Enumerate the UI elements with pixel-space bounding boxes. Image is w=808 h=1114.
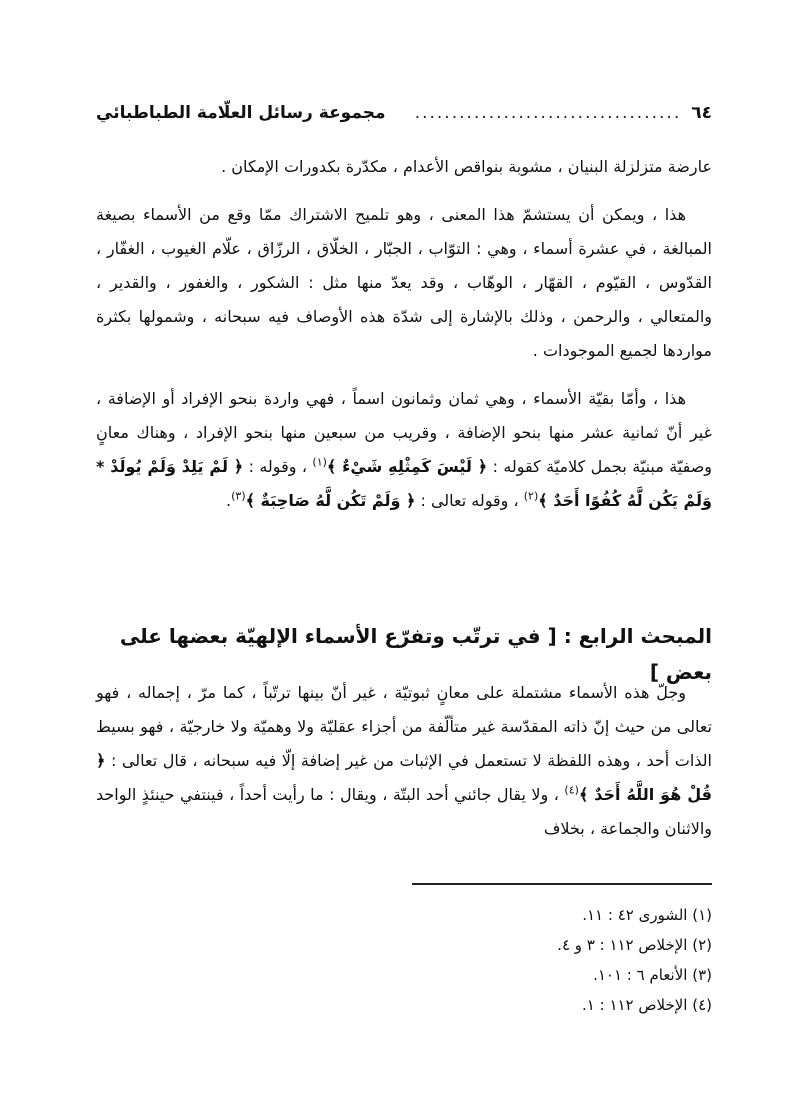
paragraph-3-text-c: ، وقوله تعالى : <box>420 491 519 510</box>
footnote-ref-2: (٢) <box>523 489 539 503</box>
paragraph-3-end: . <box>226 491 232 510</box>
section-heading: المبحث الرابع : [ في ترتّب وتفرّع الأسماء الإلهيّة بعضها على بعض ] <box>119 624 712 684</box>
footnote-item: (٤) الإخلاص ١١٢ : ١. <box>582 996 712 1014</box>
header-dot-leader: .................................... <box>414 103 682 123</box>
quran-verse-3: ﴿ وَلَمْ تَكُن لَّهُ صَاحِبَةٌ ﴾ <box>245 491 416 510</box>
section-text <box>96 676 712 846</box>
paragraph-3-text-b: ، وقوله : <box>248 457 307 476</box>
paragraph-1: عارضة متزلزلة البنيان ، مشوبة بنواقص الأعدام ، مكدّرة بكدورات الإمكان . <box>221 157 712 176</box>
quran-verse-1: ﴿ لَيْسَ كَمِثْلِهِ شَيْءٌ ﴾ <box>326 457 488 476</box>
footnote-ref-4: (٤) <box>564 783 579 797</box>
section-paragraph-text-b: ، ولا يقال جائني أحد البتّة ، ويقال : ما رأيت أحداً ، فينتفي حينئذٍ الواحد والاثنان والجماعة ، بخلاف <box>96 785 712 838</box>
footnote-item: (١) الشورى ٤٢ : ١١. <box>582 906 712 924</box>
paragraph-2: هذا ، ويمكن أن يستشمّ هذا المعنى ، وهو تلميح الاشتراك ممّا وقع من الأسماء بصيغة المبالغة ، في عشرة أسماء ، وهي : التوّاب ، الجبّار ، الخلّاق ، الرزّاق ، علّام الغيوب ، الغفّار ، القدّوس ، القيّوم ، القهّار ، الوهّاب ، وقد يعدّ منها مثل : الشكور ، والغفور ، والقدير ، والمتعالي ، والرحمن ، وذلك بالإشارة إلى شدّة هذه الأوصاف فيه سبحانه ، وشمولها بكثرة مواردها لجميع الموجودات . <box>96 205 712 360</box>
footnote-item: (٣) الأنعام ٦ : ١٠١. <box>593 966 712 984</box>
book-title: مجموعة رسائل العلّامة الطباطبائي <box>96 103 386 123</box>
footnote-item: (٢) الإخلاص ١١٢ : ٣ و ٤. <box>557 936 712 954</box>
running-header <box>96 98 712 128</box>
main-text <box>96 150 712 532</box>
footnote-ref-1: (١) <box>312 455 327 469</box>
paragraph-3 <box>96 382 712 518</box>
quran-verse-2: ﴿ لَمْ يَلِدْ وَلَمْ يُولَدْ * وَلَمْ يَكُن لَّهُ كُفُوًا أَحَدٌ ﴾ <box>96 457 712 510</box>
paragraph-3-text-a: هذا ، وأمّا بقيّة الأسماء ، وهي ثمان وثمانون اسماً ، فهي واردة بنحو الإفراد أو الإضافة ، غير أنّ ثمانية عشر منها بنحو الإضافة ، وقريب من سبعين منها بنحو الإفراد ، وهناك معانٍ وصفيّة مبنيّة بجمل كلاميّة كقوله : <box>96 389 713 476</box>
quran-verse-4: ﴿ قُلْ هُوَ اللَّهُ أَحَدٌ ﴾ <box>96 751 713 804</box>
section-paragraph-1 <box>96 676 712 846</box>
footnote-separator <box>412 883 712 885</box>
footnotes-list <box>312 900 712 1020</box>
page-number: ٦٤ <box>691 103 712 123</box>
section-paragraph-text-a: وجلّ هذه الأسماء مشتملة على معانٍ ثبوتيّة ، غير أنّ بينها ترتّباً ، كما مرّ ، إجماله ، فهو تعالى من حيث إنّ ذاته المقدّسة غير متألّفة من أجزاء عقليّة ولا وهميّة ولا خارجيّة ، فهو بسيط الذات أحد ، وهذه اللفظة لا تستعمل في الإثبات من غير إضافة إلّا فيه سبحانه ، قال تعالى : <box>96 683 712 770</box>
footnote-ref-3: (٣) <box>231 489 246 503</box>
